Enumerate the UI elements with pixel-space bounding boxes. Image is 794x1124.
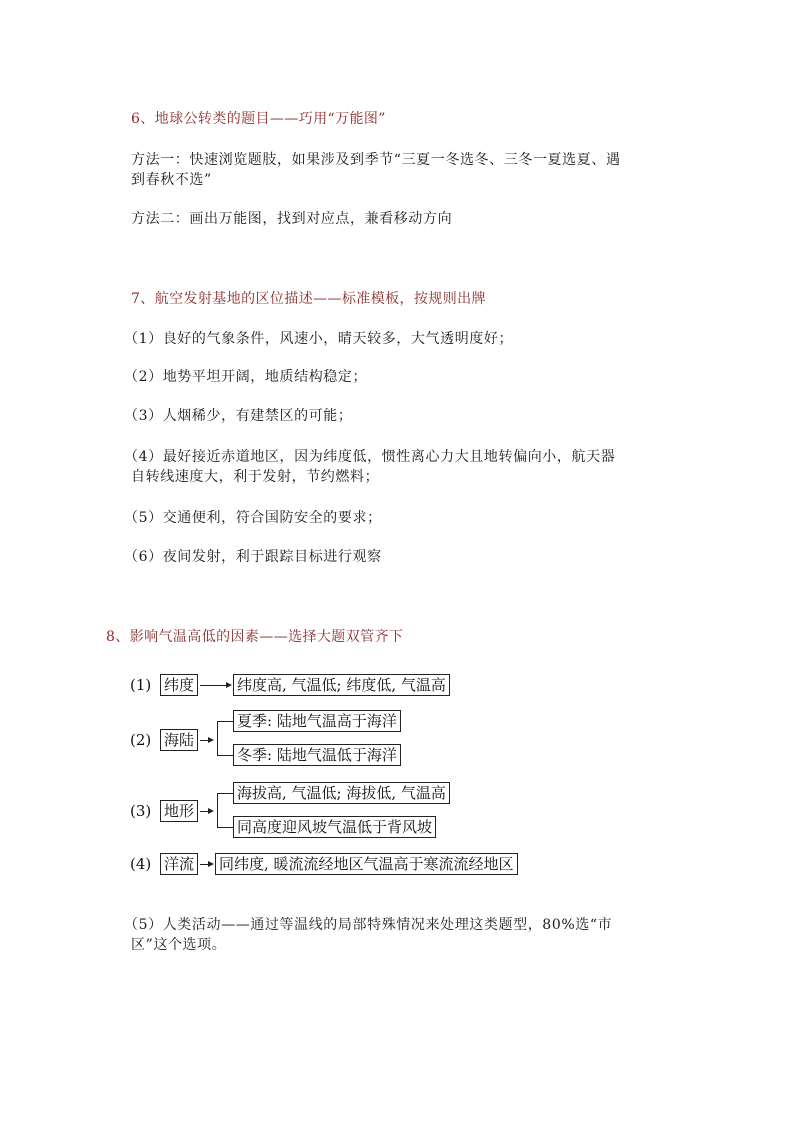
section7-item-3: （3）人烟稀少，有建禁区的可能； xyxy=(124,408,353,424)
factor4-result-box: 同纬度, 暖流流经地区气温高于寒流流经地区 xyxy=(215,853,518,875)
factor4-arrow-head xyxy=(208,861,214,867)
factor4-arrow-line xyxy=(200,864,208,865)
section8-note-line2: 区”这个选项。 xyxy=(131,937,227,953)
section6-heading: 6、地球公转类的题目——巧用“万能图” xyxy=(131,111,386,127)
section7-item-5: （5）交通便利，符合国防安全的要求； xyxy=(124,510,382,526)
factor2-label-box: 海陆 xyxy=(160,729,198,751)
section6-method1-line2: 到春秋不选” xyxy=(131,172,212,188)
factor3-bracket-bottom xyxy=(217,827,233,828)
section7-item-4-line1: （4）最好接近赤道地区，因为纬度低，惯性离心力大且地转偏向小，航天器 xyxy=(124,449,616,465)
factor4-label-box: 洋流 xyxy=(160,853,198,875)
factor1-arrow-head xyxy=(226,682,232,688)
factor2-bracket-top xyxy=(217,721,233,722)
factor1-label-box: 纬度 xyxy=(160,674,198,696)
factor3-bracket-top xyxy=(217,793,233,794)
factor2-number: (2) xyxy=(130,731,152,749)
factor2-result-a-box: 夏季: 陆地气温高于海洋 xyxy=(233,710,401,732)
factor2-result-b-box: 冬季: 陆地气温低于海洋 xyxy=(233,744,401,766)
factor3-number: (3) xyxy=(130,802,152,820)
section7-item-4-line2: 自转线速度大，利于发射，节约燃料； xyxy=(131,469,380,485)
factor2-arrow-head xyxy=(208,737,214,743)
section7-item-6: （6）夜间发射，利于跟踪目标进行观察 xyxy=(124,549,382,565)
factor1-arrow-line xyxy=(200,685,226,686)
factor3-arrow-line xyxy=(200,811,208,812)
factor3-arrow-head xyxy=(208,808,214,814)
section8-note-line1: （5）人类活动——通过等温线的局部特殊情况来处理这类题型，80%选“市 xyxy=(124,917,613,933)
factor2-bracket-bottom xyxy=(217,755,233,756)
factor2-arrow-line xyxy=(200,740,208,741)
factor1-result-box: 纬度高, 气温低; 纬度低, 气温高 xyxy=(233,674,450,696)
section7-item-2: （2）地势平坦开阔，地质结构稳定； xyxy=(124,369,368,385)
section8-heading: 8、影响气温高低的因素——选择大题双管齐下 xyxy=(106,629,404,645)
section7-item-1: （1）良好的气象条件，风速小，晴天较多，大气透明度好； xyxy=(124,331,514,347)
factor4-number: (4) xyxy=(130,855,152,873)
section6-method2: 方法二：画出万能图，找到对应点，兼看移动方向 xyxy=(131,211,453,227)
section7-heading: 7、航空发射基地的区位描述——标准模板，按规则出牌 xyxy=(131,291,486,307)
factor3-label-box: 地形 xyxy=(160,800,198,822)
factor3-bracket-vertical xyxy=(217,793,218,828)
section6-method1-line1: 方法一：快速浏览题肢，如果涉及到季节“三夏一冬选冬、三冬一夏选夏、遇 xyxy=(131,152,621,168)
factor3-result-b-box: 同高度迎风坡气温低于背风坡 xyxy=(233,816,436,838)
factor1-number: (1) xyxy=(130,676,152,694)
factor2-bracket-vertical xyxy=(217,721,218,756)
factor3-result-a-box: 海拔高, 气温低; 海拔低, 气温高 xyxy=(233,782,450,804)
